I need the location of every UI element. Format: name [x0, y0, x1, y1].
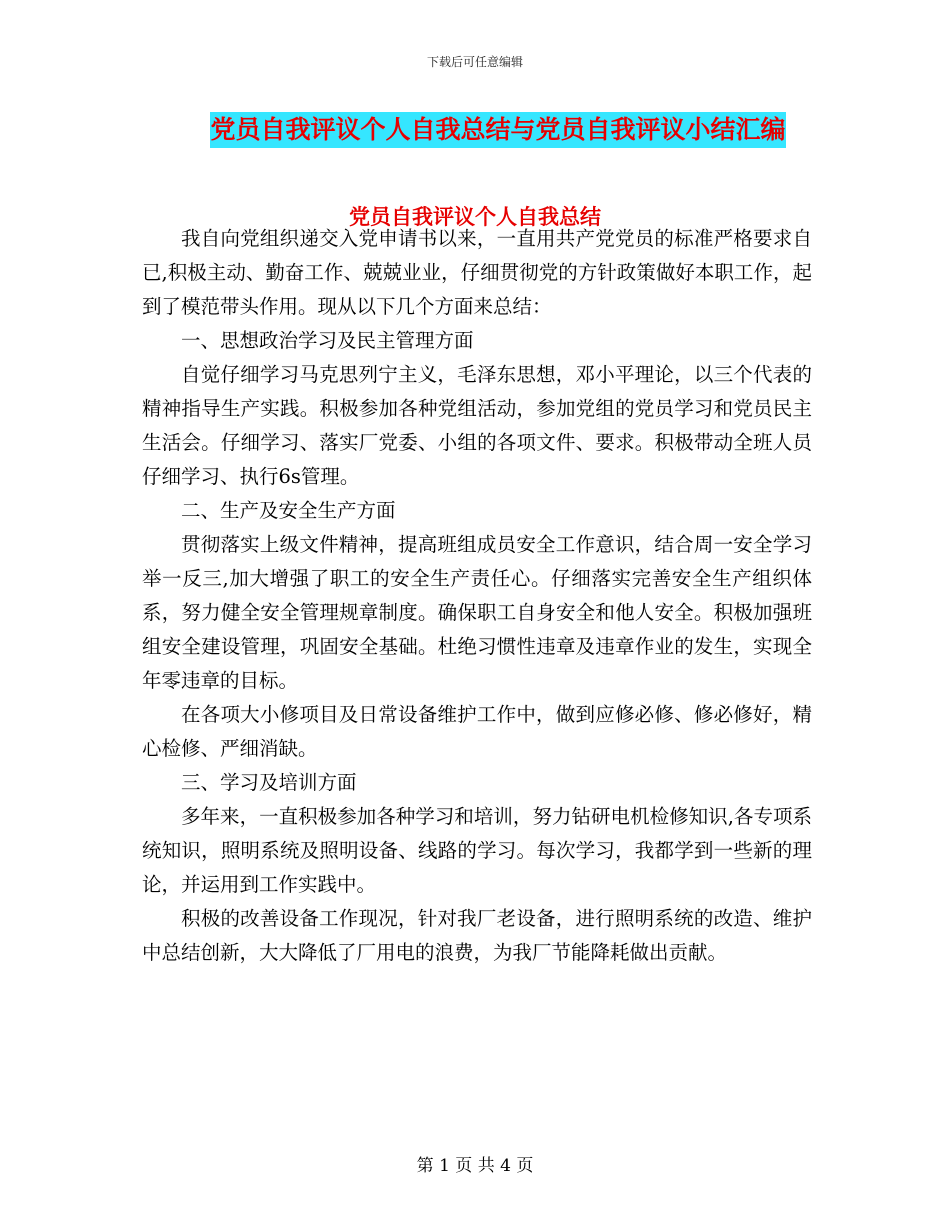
page-footer: 第 1 页 共 4 页 — [416, 1156, 534, 1176]
paragraph-political-study: 自觉仔细学习马克思列宁主义，毛泽东思想，邓小平理论，以三个代表的精神指导生产实践。积极参加各种党组活动，参加党组的党员学习和党员民主生活会。仔细学习、落实厂党委、小组的各项文件、要求。积极带动全班人员仔细学习、执行6s管理。 — [142, 363, 812, 488]
main-title: 党员自我评议个人自我总结与党员自我评议小结汇编 — [210, 112, 785, 148]
heading-political-study: 一、思想政治学习及民主管理方面 — [181, 329, 474, 352]
section-title: 党员自我评议个人自我总结 — [349, 205, 601, 229]
heading-safety: 二、生产及安全生产方面 — [181, 499, 396, 522]
paragraph-intro: 我自向党组织递交入党申请书以来，一直用共产党党员的标准严格要求自已,积极主动、勤奋工作、兢兢业业，仔细贯彻党的方针政策做好本职工作，起到了模范带头作用。现从以下几个方面来总结： — [142, 227, 812, 318]
paragraph-improvement: 积极的改善设备工作现况，针对我厂老设备，进行照明系统的改造、维护中总结创新，大大降低了厂用电的浪费，为我厂节能降耗做出贡献。 — [142, 907, 812, 964]
heading-training: 三、学习及培训方面 — [181, 771, 357, 794]
header-note: 下载后可任意编辑 — [426, 55, 523, 69]
paragraph-safety: 贯彻落实上级文件精神，提高班组成员安全工作意识，结合周一安全学习举一反三,加大增强了职工的安全生产责任心。仔细落实完善安全生产组织体系，努力健全安全管理规章制度。确保职工自身安全和他人安全。积极加强班组安全建设管理，巩固安全基础。杜绝习惯性违章及违章作业的发生，实现全年零违章的目标。 — [142, 533, 812, 692]
paragraph-maintenance: 在各项大小修项目及日常设备维护工作中，做到应修必修、修必修好，精心检修、严细消缺。 — [142, 703, 812, 760]
main-title-container — [0, 112, 950, 148]
document-body — [142, 222, 812, 970]
paragraph-training: 多年来，一直积极参加各种学习和培训，努力钻研电机检修知识,各专项系统知识，照明系统及照明设备、线路的学习。每次学习，我都学到一些新的理论，并运用到工作实践中。 — [142, 805, 812, 896]
